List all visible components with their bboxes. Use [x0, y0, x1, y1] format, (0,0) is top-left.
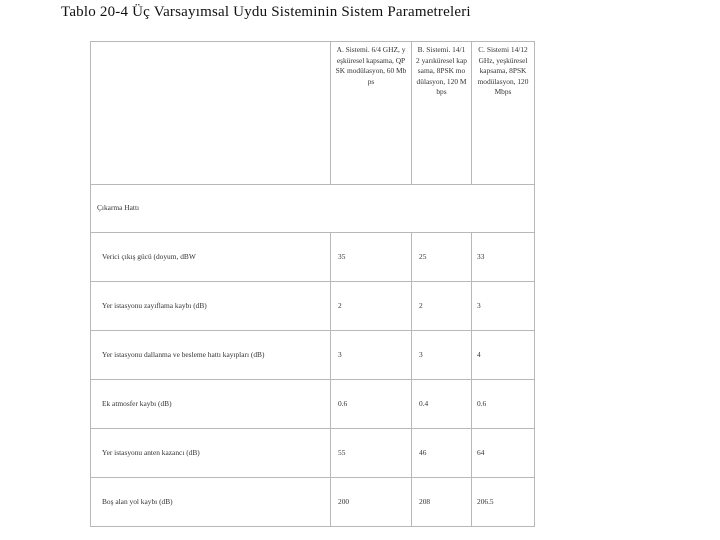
cell-value: 64	[472, 429, 535, 478]
row-label: Verici çıkış gücü (doyum, dBW	[91, 233, 331, 282]
parameters-table	[90, 41, 535, 527]
table-header-row	[91, 42, 535, 185]
row-label: Yer istasyonu dallanma ve besleme hattı kayıpları (dB)	[91, 331, 331, 380]
cell-value: 3	[412, 331, 472, 380]
cell-value: 0.6	[472, 380, 535, 429]
header-empty-cell	[91, 42, 331, 185]
cell-value: 35	[331, 233, 412, 282]
row-label: Boş alan yol kaybı (dB)	[91, 478, 331, 527]
row-label: Yer istasyonu anten kazancı (dB)	[91, 429, 331, 478]
cell-value: 0.6	[331, 380, 412, 429]
cell-value: 3	[331, 331, 412, 380]
cell-value: 2	[412, 282, 472, 331]
section-label: Çıkarma Hattı	[91, 185, 535, 233]
row-label: Yer istasyonu zayıflama kaybı (dB)	[91, 282, 331, 331]
cell-value: 4	[472, 331, 535, 380]
cell-value: 3	[472, 282, 535, 331]
table-row	[91, 331, 535, 380]
row-label: Ek atmosfer kaybı (dB)	[91, 380, 331, 429]
table-row	[91, 380, 535, 429]
table-row	[91, 478, 535, 527]
cell-value: 46	[412, 429, 472, 478]
cell-value: 33	[472, 233, 535, 282]
section-row	[91, 185, 535, 233]
table-row	[91, 282, 535, 331]
cell-value: 25	[412, 233, 472, 282]
table-row	[91, 429, 535, 478]
cell-value: 0.4	[412, 380, 472, 429]
header-system-a: A. Sistemi. 6/4 GHZ, yeşküresel kapsama, QPSK modülasyon, 60 Mbps	[331, 42, 412, 185]
page-title: Tablo 20-4 Üç Varsayımsal Uydu Sisteminin Sistem Parametreleri	[61, 4, 471, 20]
cell-value: 55	[331, 429, 412, 478]
cell-value: 200	[331, 478, 412, 527]
cell-value: 2	[331, 282, 412, 331]
table-row	[91, 233, 535, 282]
header-system-c: C. Sistemi 14/12 GHz, yeşküresel kapsama, 8PSK modülasyon, 120 Mbps	[472, 42, 535, 185]
cell-value: 206.5	[472, 478, 535, 527]
header-system-b: B. Sistemi. 14/12 yarıküresel kapsama, 8PSK modülasyon, 120 Mbps	[412, 42, 472, 185]
cell-value: 208	[412, 478, 472, 527]
